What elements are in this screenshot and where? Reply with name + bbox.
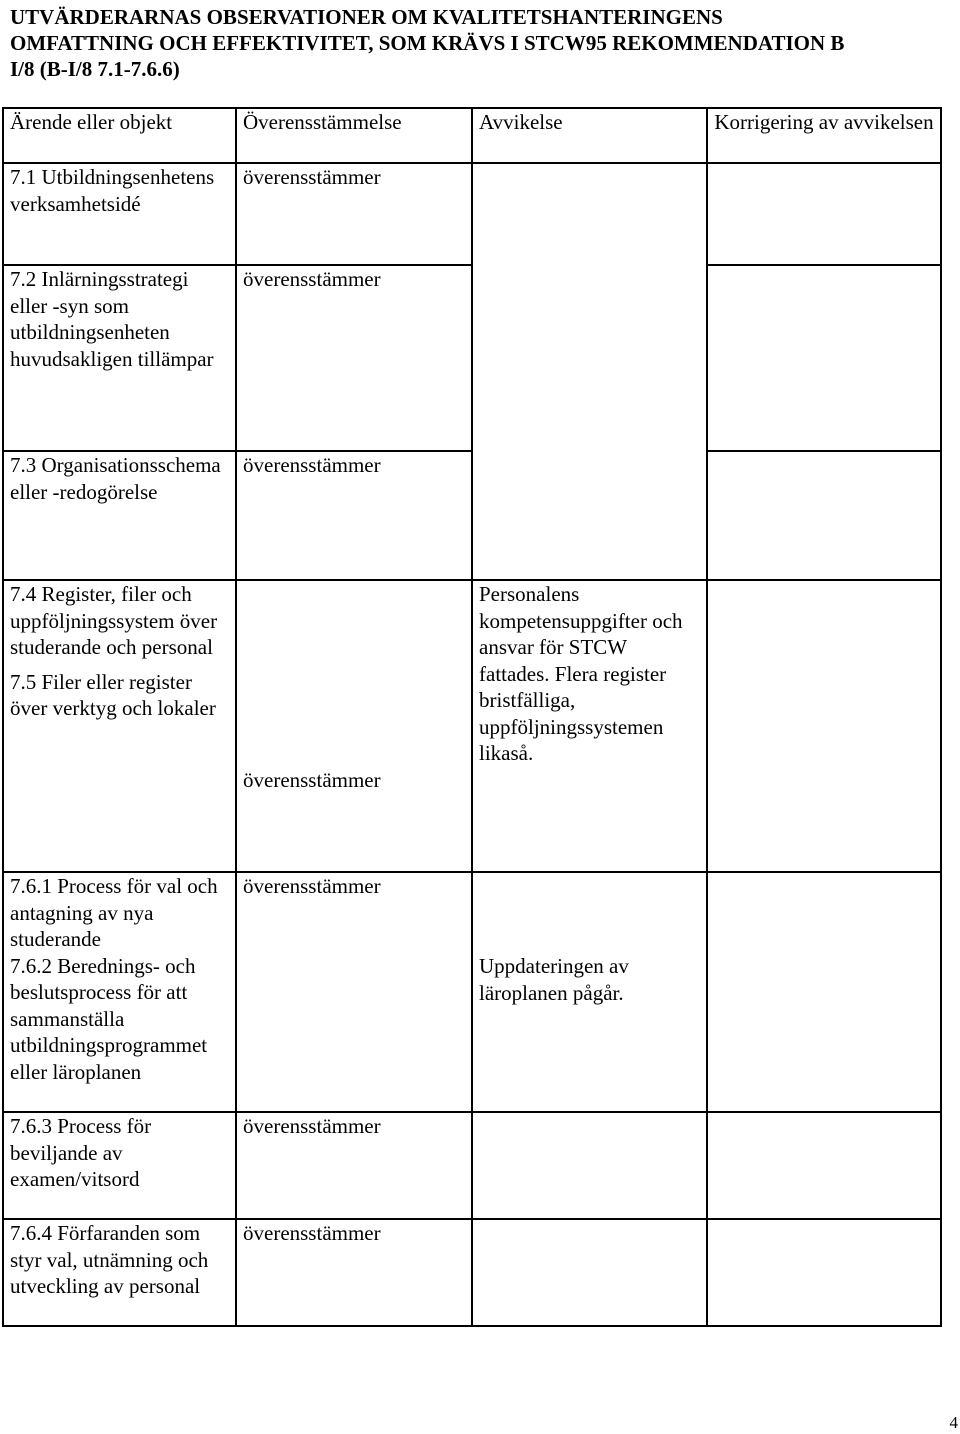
table-row — [3, 1112, 941, 1219]
document-title — [10, 4, 940, 82]
item-cell: 7.6.4 Förfaranden som styr val, utnämning och utveckling av personal — [3, 1219, 236, 1326]
deviation-text-curriculum: Uppdateringen av läroplanen pågår. — [479, 954, 629, 1005]
header-row — [3, 108, 941, 163]
conformity-cell: överensstämmer — [236, 1219, 472, 1326]
title-line-2: OMFATTNING OCH EFFEKTIVITET, SOM KRÄVS I STCW95 REKOMMENDATION B — [10, 31, 845, 55]
table-row — [3, 451, 941, 580]
item-cell — [3, 580, 236, 872]
correction-cell — [707, 1219, 941, 1326]
item-cell: 7.6.3 Process för beviljande av examen/vitsord — [3, 1112, 236, 1219]
conformity-cell — [236, 872, 472, 1112]
header-conformity: Överensstämmelse — [236, 108, 472, 163]
table-row — [3, 1219, 941, 1326]
conformity-text-7-5: överensstämmer — [243, 768, 381, 792]
conformity-cell: överensstämmer — [236, 451, 472, 580]
item-cell — [3, 872, 236, 1112]
correction-cell — [707, 1112, 941, 1219]
deviation-cell — [472, 872, 707, 1112]
deviation-cell: Personalens kompetensuppgifter och ansvar för STCW fattades. Flera register bristfälliga, uppföljningssystemen likaså. — [472, 580, 707, 872]
correction-cell — [707, 265, 941, 451]
page-number: 4 — [949, 1413, 958, 1432]
correction-cell — [707, 580, 941, 872]
item-cell: 7.3 Organisationsschema eller -redogörelse — [3, 451, 236, 580]
item-text-7-4: 7.4 Register, filer och uppföljningssystem över studerande och personal — [10, 582, 218, 659]
conformity-cell: överensstämmer — [236, 163, 472, 265]
title-line-1: UTVÄRDERARNAS OBSERVATIONER OM KVALITETSHANTERINGENS — [10, 5, 723, 29]
item-cell: 7.2 Inlärningsstrategi eller -syn som utbildningsenheten huvudsakligen tillämpar — [3, 265, 236, 451]
header-item: Ärende eller objekt — [3, 108, 236, 163]
item-text-7-6-1: 7.6.1 Process för val och antagning av nya studerande — [10, 874, 218, 951]
correction-cell — [707, 872, 941, 1112]
item-cell: 7.1 Utbildningsenhetens verksamhetsidé — [3, 163, 236, 265]
correction-cell — [707, 163, 941, 265]
deviation-cell — [472, 1219, 707, 1326]
table-row — [3, 163, 941, 265]
evaluation-table — [2, 107, 942, 1327]
table-row — [3, 872, 941, 1112]
table-row — [3, 580, 941, 872]
conformity-cell: överensstämmer — [236, 1112, 472, 1219]
conformity-cell — [236, 580, 472, 872]
deviation-cell — [472, 265, 707, 451]
deviation-cell — [472, 451, 707, 580]
deviation-cell — [472, 163, 707, 265]
header-correction: Korrigering av avvikelsen — [707, 108, 941, 163]
correction-cell — [707, 451, 941, 580]
conformity-text-7-4 — [243, 581, 465, 741]
title-line-3: I/8 (B-I/8 7.1-7.6.6) — [10, 57, 180, 81]
item-text-7-5: 7.5 Filer eller register över verktyg och lokaler — [10, 669, 216, 720]
deviation-cell — [472, 1112, 707, 1219]
conformity-cell: överensstämmer — [236, 265, 472, 451]
header-deviation: Avvikelse — [472, 108, 707, 163]
item-text-7-6-2: 7.6.2 Berednings- och beslutsprocess för att sammanställa utbildningsprogrammet eller läroplanen — [10, 953, 208, 1084]
conformity-text-7-6-1: överensstämmer — [243, 874, 381, 898]
table-row — [3, 265, 941, 451]
